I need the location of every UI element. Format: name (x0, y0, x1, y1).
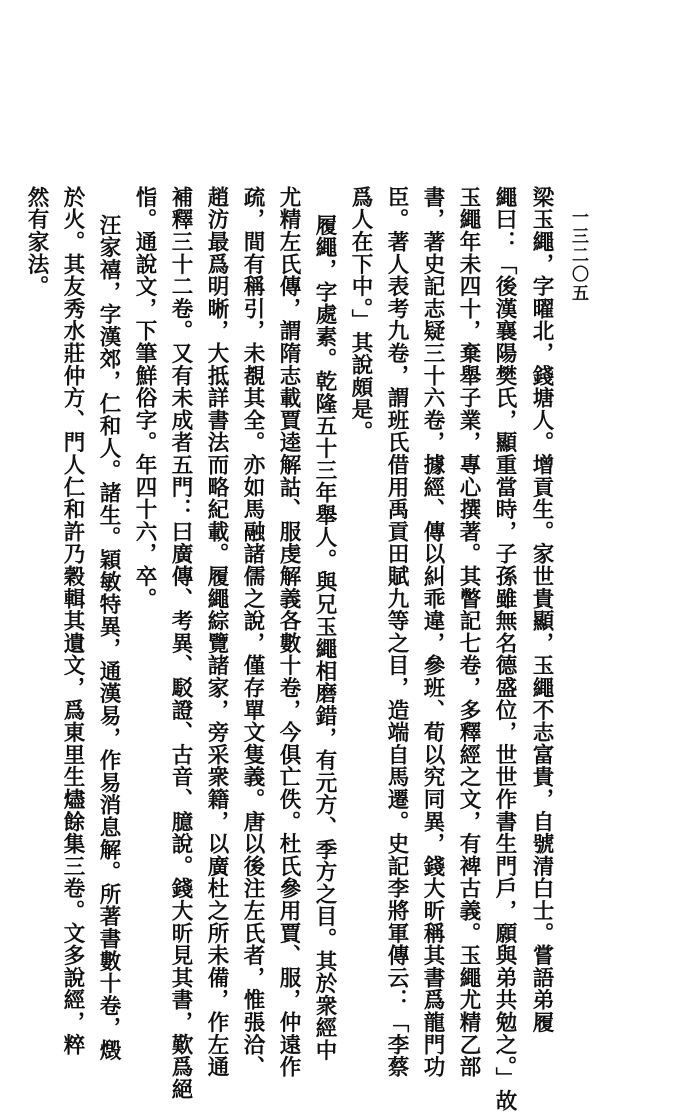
text-column-3: 玉繩年未四十，棄舉子業，專心撰著。其瞥記七卷，多釋經之文，有裨古義。玉繩尤精乙部 (456, 186, 481, 1078)
text-column-13: 汪家禧，字漢郊，仁和人。諸生。穎敏特異，通漢易，作易消息解。所著書數十卷，燬 (96, 214, 121, 1062)
text-column-4: 書，著史記志疑三十六卷，據經、傳以糾乖違，參班、荀以究同異，錢大昕稱其書爲龍門功 (420, 186, 445, 1078)
text-column-12: 恉。通說文，下筆鮮俗字。年四十六，卒。 (132, 186, 157, 610)
text-column-11: 補釋三十二卷。又有未成者五門：曰廣傳、考異、駁證、古音、臆說。錢大昕見其書，歎爲絕 (168, 186, 193, 1101)
text-column-15: 然有家法。 (24, 186, 49, 298)
text-column-9: 疏，間有稱引，未覩其全。亦如馬融諸儒之說，僅存單文隻義。唐以後注左氏者，惟張洽、 (240, 186, 265, 1078)
page-number: 一三二〇五 (568, 208, 588, 303)
text-column-2: 繩曰：「後漢襄陽樊氏，顯重當時，子孫雖無名德盛位，世世作書生門戶，願與弟共勉之。」故 (492, 186, 517, 1112)
text-column-5: 臣。著人表考九卷，謂班氏借用禹貢田賦九等之目，造端自馬遷。史記李將軍傳云：「李蔡 (384, 186, 409, 1078)
text-column-7: 履繩，字處素。乾隆五十三年舉人。與兄玉繩相磨錯，有元方、季方之目。其於衆經中 (312, 214, 337, 1062)
text-column-14: 於火。其友秀水莊仲方、門人仁和許乃穀輯其遺文，爲東里生燼餘集三卷。文多說經，粹 (60, 186, 85, 1056)
text-column-6: 爲人在下中。」其說頗是。 (348, 186, 373, 443)
text-column-1: 梁玉繩，字曜北，錢塘人。增貢生。家世貴顯，玉繩不志富貴，自號清白士。嘗語弟履 (529, 186, 554, 1034)
text-column-10: 趙汸最爲明晰，大抵詳書法而略紀載。履繩綜覽諸家，旁采衆籍，以廣杜之所未備，作左通 (204, 186, 229, 1078)
text-column-8: 尤精左氏傳，謂隋志載賈逵解詁、服虔解義各數十卷，今俱亡佚。杜氏參用賈、服，仲遠作 (276, 186, 301, 1078)
